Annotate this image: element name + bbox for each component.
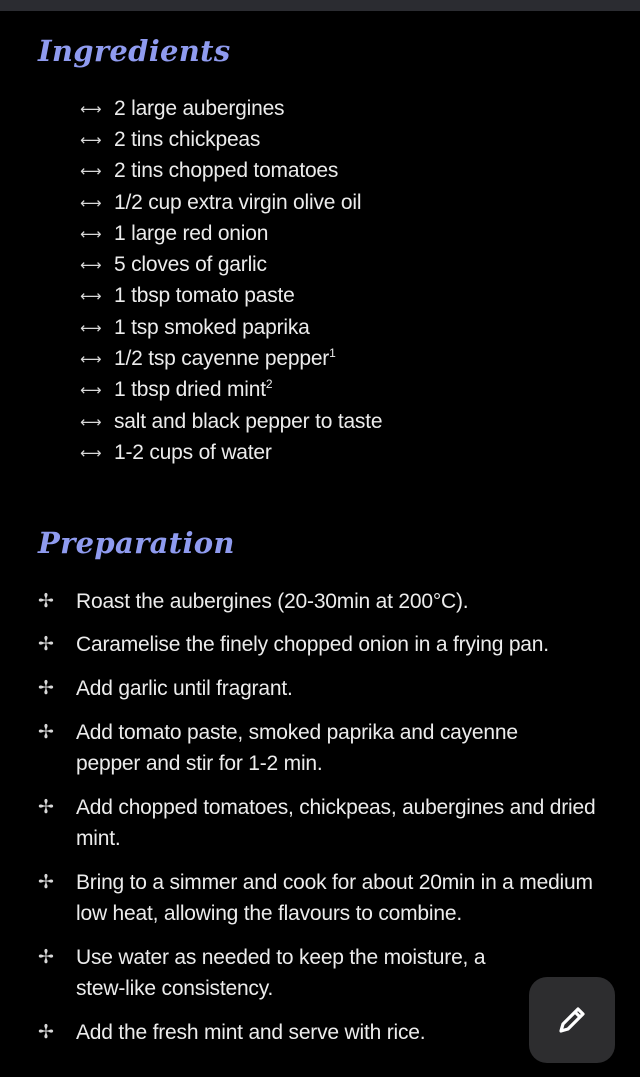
ingredient-text: 1 tbsp tomato paste: [114, 284, 295, 308]
ingredient-text: 2 tins chopped tomatoes: [114, 159, 339, 183]
step-text: Bring to a simmer and cook for about 20min in a medium low heat, allowing the flavours to combine.: [76, 871, 593, 925]
step-text: Add chopped tomatoes, chickpeas, aubergines and dried mint.: [76, 796, 596, 850]
step-text: Add tomato paste, smoked paprika and cayenne pepper and stir for 1-2 min.: [76, 721, 518, 775]
double-arrow-icon: ⟷: [80, 256, 102, 275]
sparkle-cross-icon: ✢: [38, 677, 54, 699]
ingredient-text: salt and black pepper to taste: [114, 409, 383, 433]
double-arrow-icon: ⟷: [80, 162, 102, 181]
top-status-bar: [0, 0, 640, 11]
double-arrow-icon: ⟷: [80, 443, 102, 462]
list-item: [80, 156, 580, 187]
step-text: Roast the aubergines (20-30min at 200°C).: [76, 590, 469, 613]
double-arrow-icon: ⟷: [80, 318, 102, 337]
edit-button[interactable]: [529, 977, 615, 1063]
sparkle-cross-icon: ✢: [38, 633, 54, 655]
ingredient-text: 1-2 cups of water: [114, 440, 272, 464]
double-arrow-icon: ⟷: [80, 130, 102, 149]
list-item: [38, 1017, 508, 1048]
list-item: [38, 586, 598, 617]
ingredients-heading: Ingredients: [38, 34, 231, 68]
double-arrow-icon: ⟷: [80, 224, 102, 243]
double-arrow-icon: ⟷: [80, 381, 102, 400]
step-text: Use water as needed to keep the moisture, a stew-like consistency.: [76, 946, 486, 1000]
ingredient-text: 5 cloves of garlic: [114, 253, 267, 277]
ingredient-text: 2 large aubergines: [114, 96, 285, 120]
list-item: [80, 93, 580, 124]
ingredient-text: 1 tsp smoked paprika: [114, 315, 310, 339]
ingredient-text: 1/2 tsp cayenne pepper$^1$: [114, 346, 336, 371]
step-text: Caramelise the finely chopped onion in a frying pan.: [76, 633, 549, 656]
list-item: [80, 281, 580, 312]
sparkle-cross-icon: ✢: [38, 946, 54, 968]
list-item: [38, 673, 598, 704]
list-item: [80, 437, 580, 468]
double-arrow-icon: ⟷: [80, 287, 102, 306]
double-arrow-icon: ⟷: [80, 193, 102, 212]
ingredient-text: 2 tins chickpeas: [114, 127, 261, 151]
list-item: [38, 942, 518, 1004]
sparkle-cross-icon: ✢: [38, 871, 54, 893]
list-item: [38, 717, 538, 779]
ingredients-list: [80, 93, 580, 469]
double-arrow-icon: ⟷: [80, 350, 102, 369]
list-item: [80, 312, 580, 343]
list-item: [80, 218, 580, 249]
list-item: [80, 249, 580, 280]
step-text: Add garlic until fragrant.: [76, 677, 293, 700]
step-text: Add the fresh mint and serve with rice.: [76, 1021, 426, 1044]
list-item: [80, 343, 580, 374]
list-item: [80, 375, 580, 406]
list-item: [80, 406, 580, 437]
sparkle-cross-icon: ✢: [38, 590, 54, 612]
double-arrow-icon: ⟷: [80, 412, 102, 431]
list-item: [80, 124, 580, 155]
ingredient-text: 1/2 cup extra virgin olive oil: [114, 190, 362, 214]
ingredient-text: 1 tbsp dried mint$^2$: [114, 377, 273, 402]
sparkle-cross-icon: ✢: [38, 1021, 54, 1043]
list-item: [38, 629, 598, 660]
list-item: [38, 867, 598, 929]
list-item: [38, 792, 598, 854]
sparkle-cross-icon: ✢: [38, 796, 54, 818]
preparation-heading: Preparation: [38, 526, 235, 560]
pencil-icon: [554, 1002, 590, 1038]
ingredient-text: 1 large red onion: [114, 221, 269, 245]
sparkle-cross-icon: ✢: [38, 721, 54, 743]
list-item: [80, 187, 580, 218]
double-arrow-icon: ⟷: [80, 99, 102, 118]
